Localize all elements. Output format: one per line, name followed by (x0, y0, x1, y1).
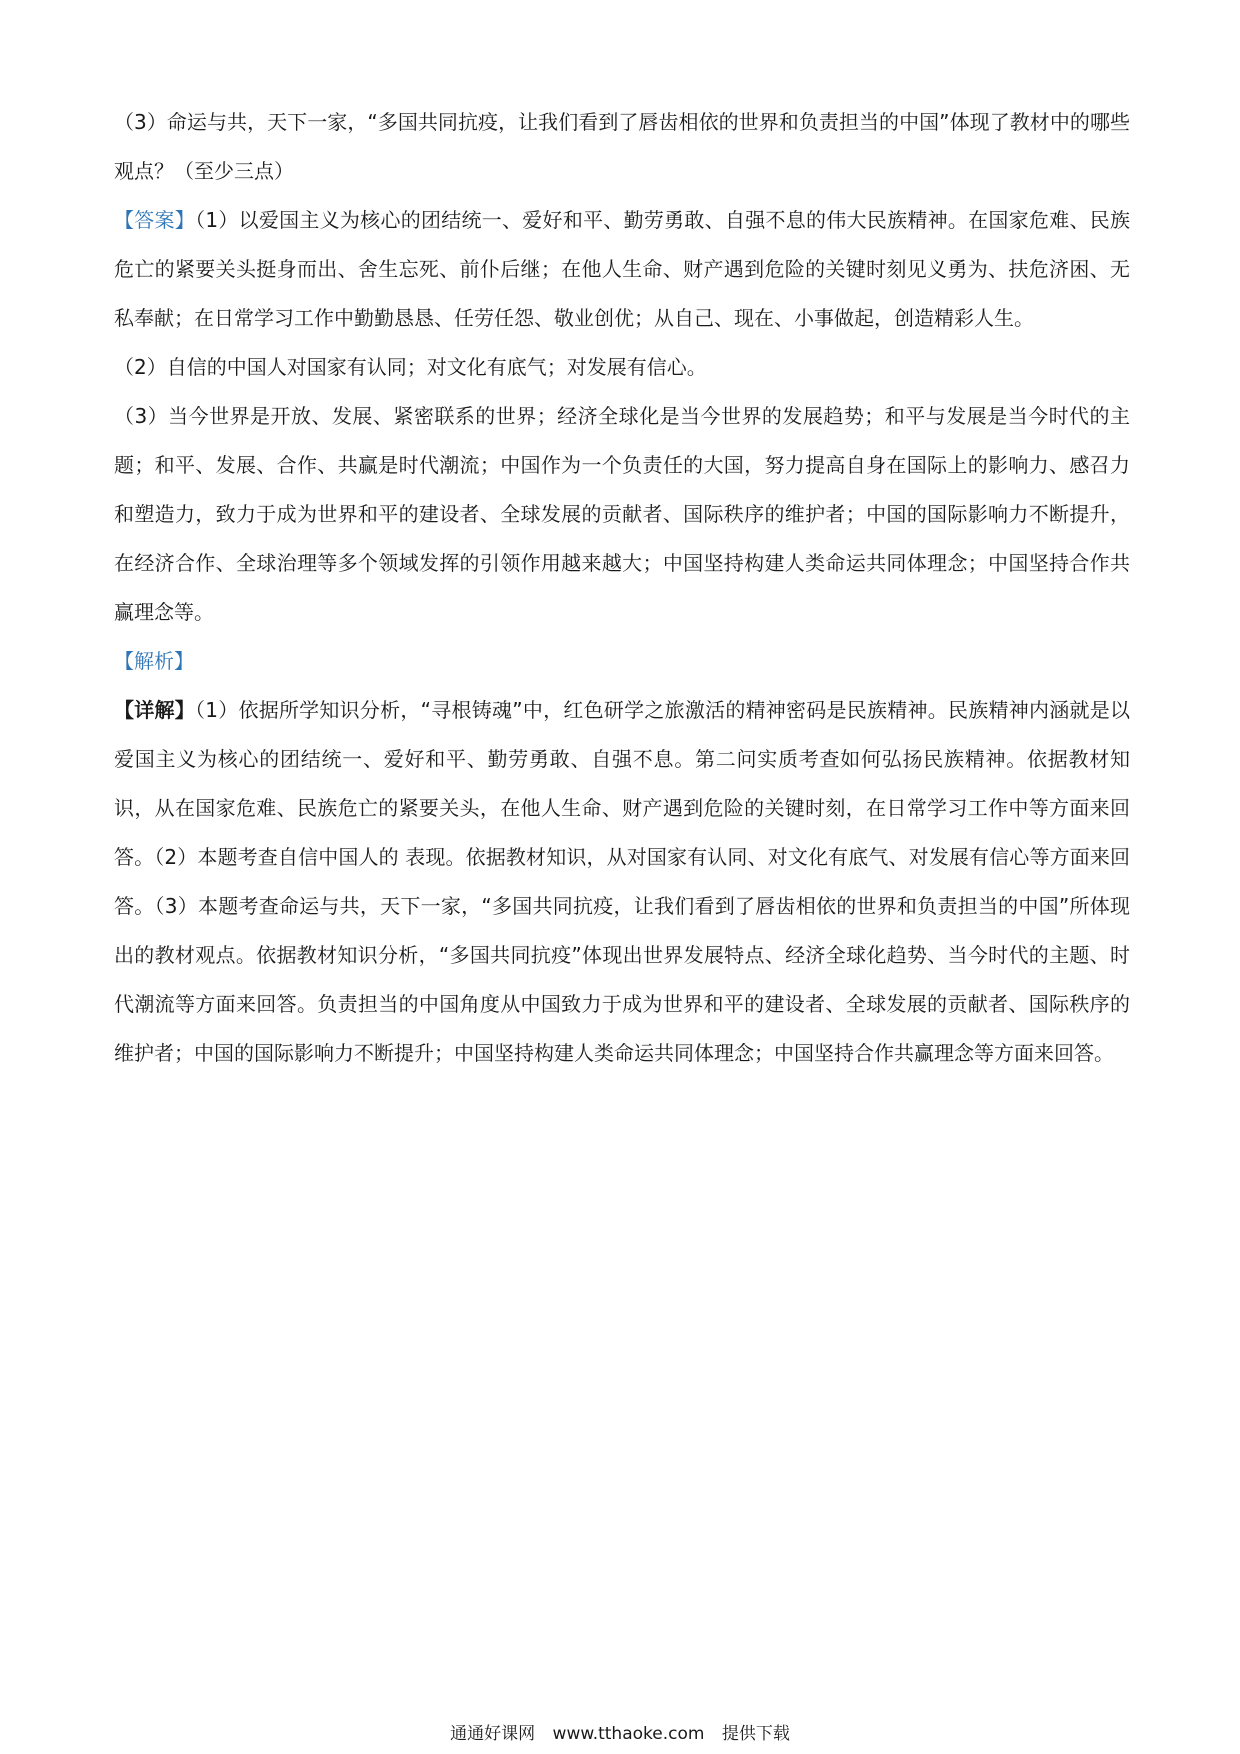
detail-text: （1）依据所学知识分析，“寻根铸魂”中，红色研学之旅激活的精神密码是民族精神。民族精神内涵就是以爱国主义为核心的团结统一、爱好和平、勤劳勇敢、自强不息。第二问实质考查如何弘扬民族精神。依据教材知识，从在国家危难、民族危亡的紧要关头，在他人生命、财产遇到危险的关键时刻，在日常学习工作中等方面来回答。（2）本题考查自信中国人的 表现。依据教材知识，从对国家有认同、对文化有底气、对发展有信心等方面来回答。（3）本题考查命运与共，天下一家，“多国共同抗疫，让我们看到了唇齿相依的世界和负责担当的中国”所体现出的教材观点。依据教材知识分析，“多国共同抗疫”体现出世界发展特点、经济全球化趋势、当今时代的主题、时代潮流等方面来回答。负责担当的中国角度从中国致力于成为世界和平的建设者、全球发展的贡献者、国际秩序的维护者；中国的国际影响力不断提升；中国坚持构建人类命运共同体理念；中国坚持合作共赢理念等方面来回答。 (114, 698, 1130, 1065)
answer-part-1-text: （1）以爱国主义为核心的团结统一、爱好和平、勤劳勇敢、自强不息的伟大民族精神。在国家危难、民族危亡的紧要关头挺身而出、舍生忘死、前仆后继；在他人生命、财产遇到危险的关键时刻见义勇为、扶危济困、无私奉献；在日常学习工作中勤勤恳恳、任劳任怨、敬业创优；从自己、现在、小事做起，创造精彩人生。 (114, 208, 1130, 330)
document-body (114, 98, 1130, 1078)
answer-part-1 (114, 196, 1130, 343)
analysis-tag: 【解析】 (114, 649, 194, 673)
footer-url[interactable]: www.tthaoke.com (552, 1724, 705, 1744)
answer-part-3: （3）当今世界是开放、发展、紧密联系的世界；经济全球化是当今世界的发展趋势；和平与发展是当今时代的主题；和平、发展、合作、共赢是时代潮流；中国作为一个负责任的大国，努力提高自身在国际上的影响力、感召力和塑造力，致力于成为世界和平的建设者、全球发展的贡献者、国际秩序的维护者；中国的国际影响力不断提升，在经济合作、全球治理等多个领域发挥的引领作用越来越大；中国坚持构建人类命运共同体理念；中国坚持合作共赢理念等。 (114, 404, 1130, 624)
footer-note: 提供下载 (721, 1724, 790, 1744)
detail-tag: 【详解】 (114, 698, 195, 722)
page-footer (0, 1722, 1240, 1746)
answer-part-2: （2）自信的中国人对国家有认同；对文化有底气；对发展有信心。 (114, 355, 707, 379)
detail-paragraph (114, 686, 1130, 1078)
question-3: （3）命运与共，天下一家，“多国共同抗疫，让我们看到了唇齿相依的世界和负责担当的中国”体现了教材中的哪些观点？（至少三点） (114, 110, 1130, 183)
answer-tag: 【答案】 (114, 208, 196, 232)
analysis-heading (114, 637, 1130, 686)
footer-site-name: 通通好课网 (450, 1724, 536, 1744)
